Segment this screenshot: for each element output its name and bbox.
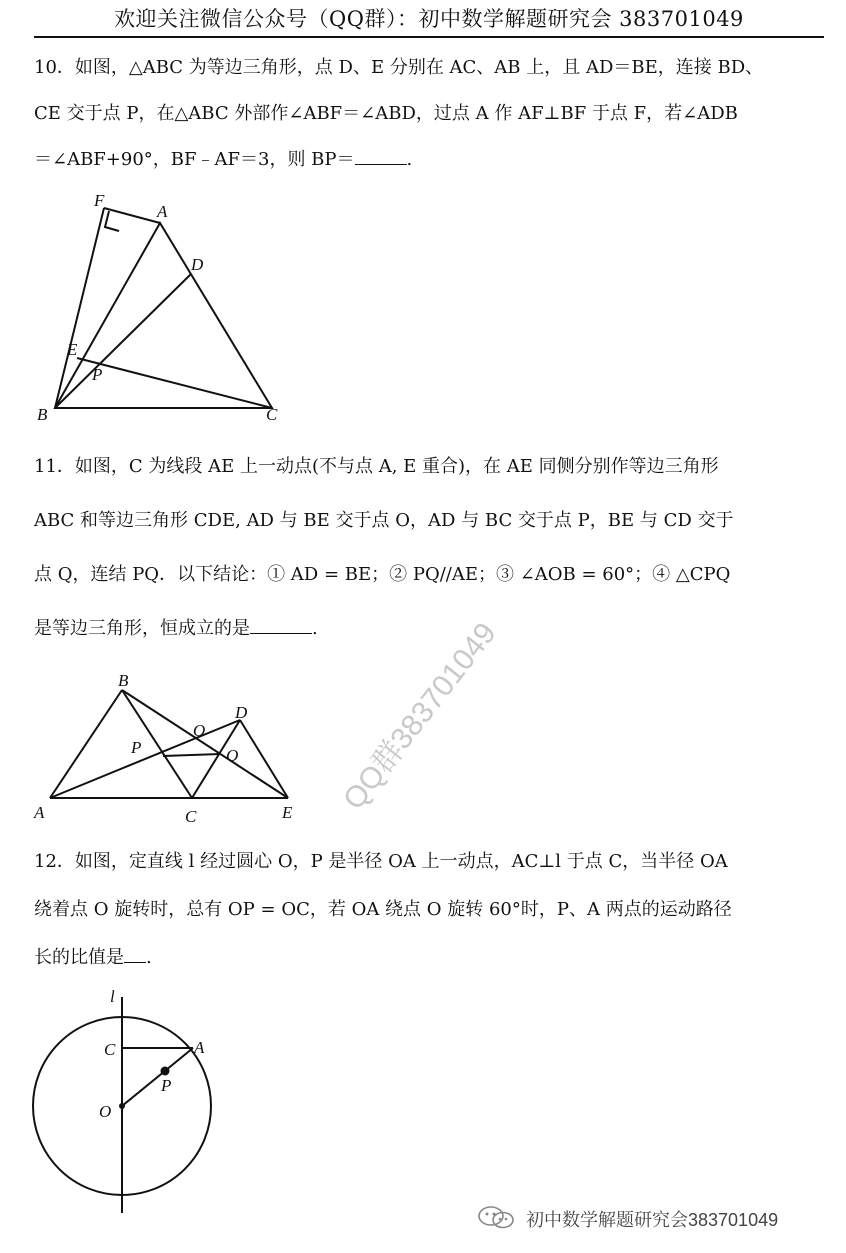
label-p: P [161, 1076, 172, 1095]
header-divider [34, 36, 824, 38]
label-a: A [194, 1038, 205, 1057]
label-o: O [99, 1102, 112, 1121]
answer-blank-10[interactable] [355, 146, 407, 165]
page-header: 欢迎关注微信公众号（QQ群）：初中数学解题研究会 383701049 [114, 7, 744, 31]
label-c: C [104, 1040, 116, 1059]
question-11 [34, 440, 829, 656]
q12-end: . [146, 947, 152, 968]
figure-q12 [25, 985, 225, 1220]
label-a: A [157, 202, 168, 221]
label-b: B [37, 405, 48, 424]
segment-ab [50, 690, 122, 798]
answer-blank-12[interactable] [124, 944, 146, 963]
watermark: QQ群383701049 [337, 616, 503, 816]
label-p: P [131, 738, 142, 757]
segment-ad [50, 720, 240, 798]
footer-text: 初中数学解题研究会383701049 [526, 1210, 779, 1230]
q11-end: . [312, 618, 318, 639]
figure-q10 [30, 190, 290, 425]
q12-line-3-text: 长的比值是 [34, 947, 124, 968]
q10-line-3 [34, 137, 829, 183]
q10-line-3-text: ＝∠ABF+90°，BF﹣AF＝3，则 BP＝ [34, 149, 355, 170]
q10-line-1: 10．如图，△ABC 为等边三角形，点 D、E 分别在 AC、AB 上，且 AD＝BE，连接 BD、 [34, 57, 764, 78]
q11-line-3: 点 Q，连结 PQ．以下结论：① AD = BE；② PQ//AE；③ ∠AOB = 60°；④ △CPQ [34, 564, 731, 585]
q11-line-4-text: 是等边三角形，恒成立的是 [34, 618, 250, 639]
label-d: D [235, 703, 248, 722]
segment-fa [104, 208, 160, 223]
segment-be [122, 690, 288, 798]
q11-line-2: ABC 和等边三角形 CDE, AD 与 BE 交于点 O，AD 与 BC 交于点 P，BE 与 CD 交于 [34, 510, 734, 531]
figure-q11 [30, 670, 310, 830]
q11-line-4 [34, 602, 829, 656]
question-12 [34, 838, 829, 982]
q12-line-3 [34, 934, 829, 982]
label-l: l [110, 987, 115, 1006]
question-10 [34, 45, 829, 183]
label-b: B [118, 671, 129, 690]
label-a: A [34, 803, 45, 822]
label-d: D [191, 255, 204, 274]
point-o [119, 1103, 125, 1109]
label-f: F [94, 191, 105, 210]
segment-ce [77, 358, 272, 408]
segment-de [240, 720, 288, 798]
label-q: Q [226, 746, 239, 765]
segment-pq [163, 754, 220, 756]
segment-oa [122, 1048, 193, 1106]
q12-line-1: 12．如图，定直线 l 经过圆心 O，P 是半径 OA 上一动点，AC⊥l 于点 C，当半径 OA [34, 851, 728, 872]
right-angle-mark [105, 211, 119, 231]
label-c: C [185, 807, 197, 826]
footer-brand [476, 1204, 826, 1230]
wechat-icon [476, 1204, 518, 1230]
label-o: O [193, 721, 206, 740]
point-p [161, 1067, 170, 1076]
q11-line-1: 11．如图，C 为线段 AE 上一动点(不与点 A, E 重合)，在 AE 同侧分别作等边三角形 [34, 456, 719, 477]
q12-line-2: 绕着点 O 旋转时，总有 OP = OC，若 OA 绕点 O 旋转 60°时，P、A 两点的运动路径 [34, 899, 732, 920]
q10-end: . [406, 149, 413, 170]
label-p: P [92, 365, 103, 384]
q10-line-2: CE 交于点 P，在△ABC 外部作∠ABF＝∠ABD，过点 A 作 AF⊥BF 于点 F，若∠ADB [34, 103, 738, 124]
label-c: C [266, 405, 278, 424]
answer-blank-11[interactable] [250, 615, 312, 634]
label-e: E [67, 340, 78, 359]
label-e: E [282, 803, 293, 822]
